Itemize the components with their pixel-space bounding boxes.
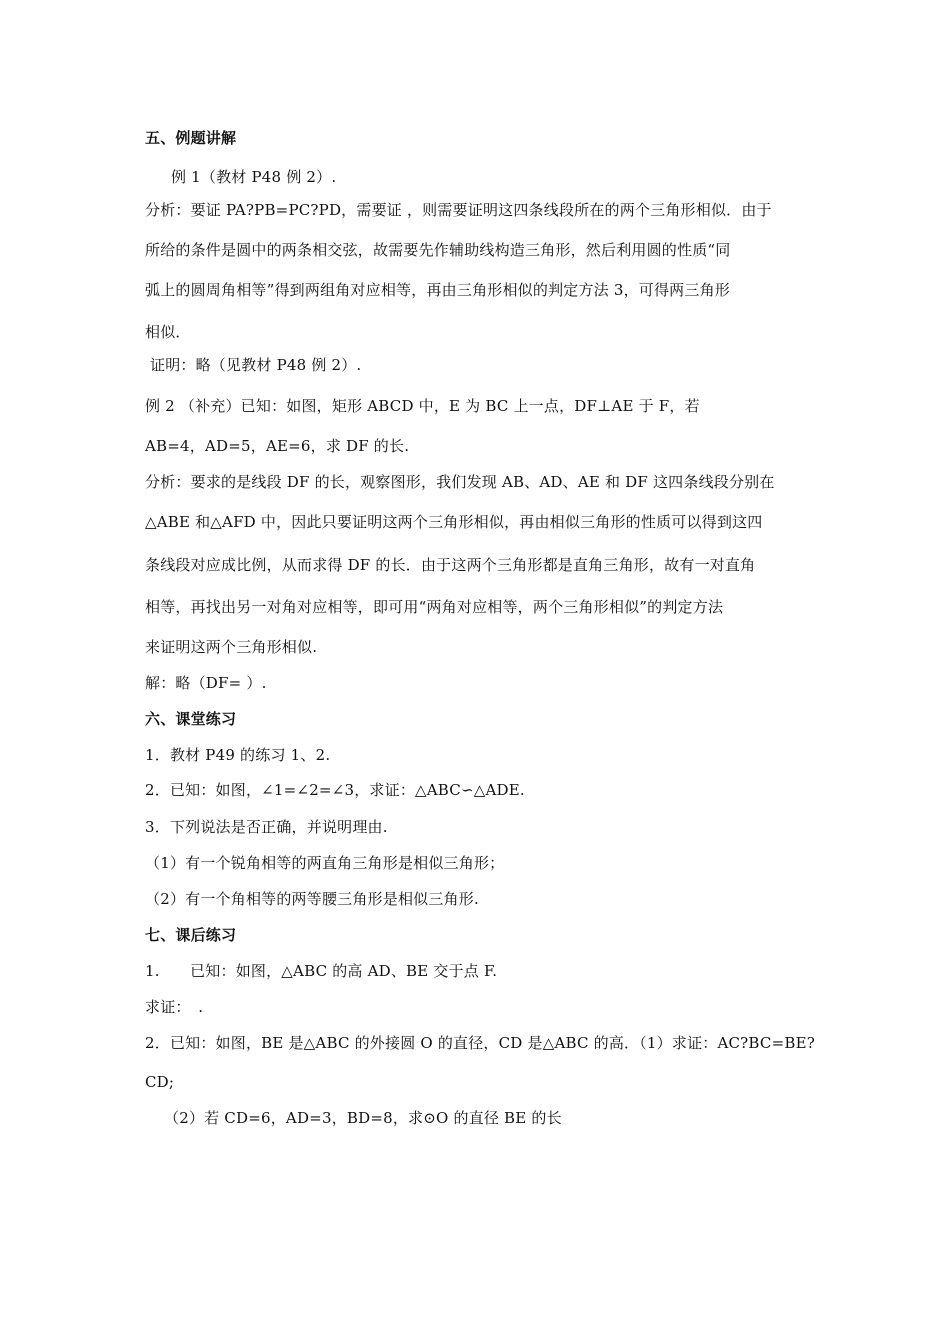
example-2-analysis-line-1: 分析：要求的是线段 DF 的长，观察图形，我们发现 AB、AD、AE 和 DF 这四条线段分别在 xyxy=(145,473,775,491)
example-2-analysis-line-4: 相等，再找出另一对角对应相等，即可用“两角对应相等，两个三角形相似”的判定方法 xyxy=(145,598,724,616)
example-2-solution: 解：略（DF= ）. xyxy=(145,674,267,692)
example-1-analysis-line-1: 分析：要证 PA?PB=PC?PD，需要证 ，则需要证明这四条线段所在的两个三角形相似．由于 xyxy=(145,201,772,219)
example-1-analysis-line-4: 相似． xyxy=(145,323,191,341)
example-1-analysis-line-2: 所给的条件是圆中的两条相交弦，故需要先作辅助线构造三角形，然后利用圆的性质“同 xyxy=(145,241,731,259)
practice-question-3-part-2: （2）有一个角相等的两等腰三角形是相似三角形. xyxy=(145,890,479,908)
example-2-analysis-line-2: △ABE 和△AFD 中，因此只要证明这两个三角形相似，再由相似三角形的性质可以得到这四 xyxy=(145,513,763,531)
practice-question-3-part-1: （1）有一个锐角相等的两直角三角形是相似三角形； xyxy=(145,854,505,872)
practice-question-2: 2．已知：如图，∠1=∠2=∠3，求证：△ABC∽△ADE. xyxy=(145,781,525,799)
homework-question-2-line-2: CD; xyxy=(145,1073,175,1091)
homework-question-1-prove: 求证： . xyxy=(145,998,204,1016)
section-five-title: 五、例题讲解 xyxy=(145,129,237,147)
homework-question-2-line-3: （2）若 CD=6，AD=3，BD=8，求⊙O 的直径 BE 的长 xyxy=(164,1109,562,1127)
example-2-line-1: 例 2 （补充）已知：如图，矩形 ABCD 中，E 为 BC 上一点，DF⊥AE 于 F，若 xyxy=(145,397,700,415)
practice-question-1: 1．教材 P49 的练习 1、2. xyxy=(145,746,331,764)
example-1-analysis-line-3: 弧上的圆周角相等”得到两组角对应相等，再由三角形相似的判定方法 3，可得两三角形 xyxy=(145,281,730,299)
homework-question-2-line-1: 2．已知：如图，BE 是△ABC 的外接圆 O 的直径，CD 是△ABC 的高．（1）求证：AC?BC=BE? xyxy=(145,1034,815,1052)
example-1-proof: 证明：略（见教材 P48 例 2）. xyxy=(150,356,362,374)
homework-question-1: 1. 已知：如图，△ABC 的高 AD、BE 交于点 F. xyxy=(145,962,498,980)
practice-question-3: 3．下列说法是否正确，并说明理由. xyxy=(145,818,388,836)
example-2-analysis-line-5: 来证明这两个三角形相似. xyxy=(145,638,318,656)
section-seven-title: 七、课后练习 xyxy=(145,926,237,944)
example-1-heading: 例 1（教材 P48 例 2）. xyxy=(171,168,337,186)
section-six-title: 六、课堂练习 xyxy=(145,710,237,728)
example-2-analysis-line-3: 条线段对应成比例，从而求得 DF 的长．由于这两个三角形都是直角三角形，故有一对直角 xyxy=(145,556,756,574)
example-2-line-2: AB=4，AD=5，AE=6，求 DF 的长. xyxy=(145,437,410,455)
